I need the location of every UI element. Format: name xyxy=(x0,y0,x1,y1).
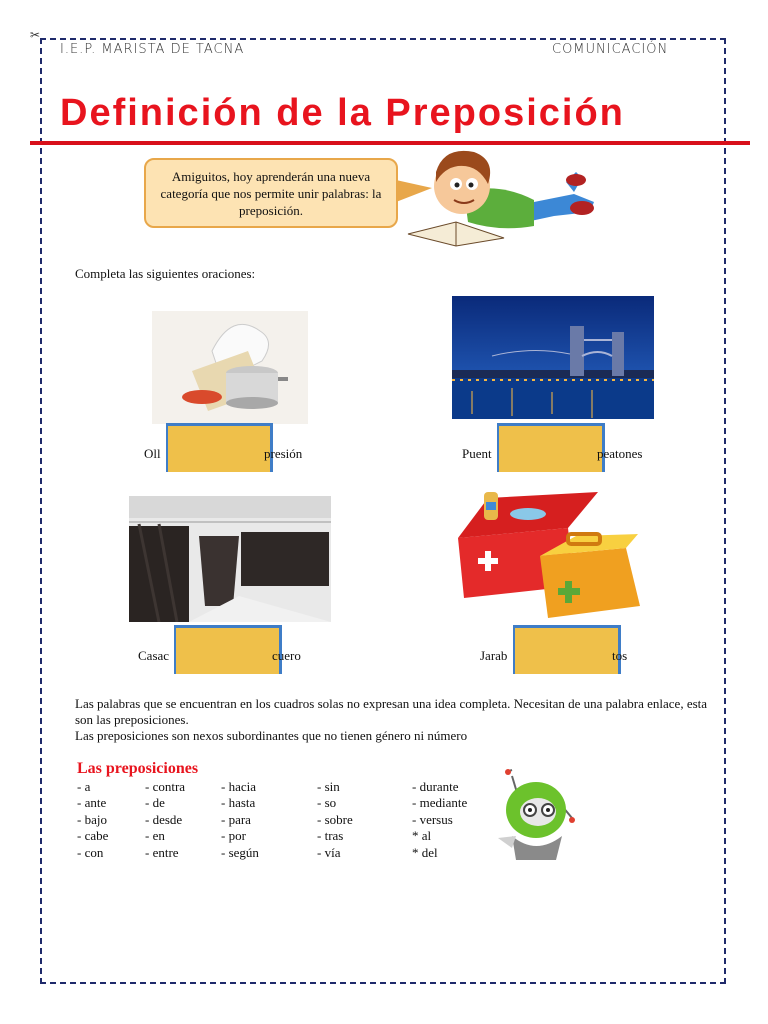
answer-box-3[interactable] xyxy=(174,625,282,674)
title-divider xyxy=(30,141,750,145)
answer-box-4[interactable] xyxy=(513,625,621,674)
prep-column-4 xyxy=(317,779,353,861)
prep-item: - durante xyxy=(412,779,459,794)
prep-item: - según xyxy=(221,844,259,860)
explanation-line-1: Las palabras que se encuentran en los cuadros solas no expresan una idea completa. Necesitan de una palabra enlace, esta son las preposiciones. xyxy=(75,696,708,727)
exercise-1-left: Oll xyxy=(144,446,161,461)
prep-column-5 xyxy=(412,779,467,861)
prep-item: - vía xyxy=(317,844,341,860)
exercise-2-left: Puent xyxy=(462,446,492,461)
prep-item: - en xyxy=(145,828,165,844)
answer-box-2[interactable] xyxy=(497,423,605,472)
prep-item: - bajo xyxy=(77,811,107,827)
speech-bubble: Amiguitos, hoy aprenderán una nueva categoría que nos permite unir palabras: la preposición. xyxy=(144,158,398,228)
answer-box-1[interactable] xyxy=(166,423,273,472)
prep-item: - cabe xyxy=(77,828,109,844)
explanation-line-2: Las preposiciones son nexos subordinantes que no tienen género ni número xyxy=(75,728,468,743)
prepositions-heading: Las preposiciones xyxy=(77,760,199,777)
instruction-text: Completa las siguientes oraciones: xyxy=(75,266,256,281)
boy-reading-illustration xyxy=(404,142,604,248)
exercise-1-right: presión xyxy=(264,446,303,461)
exercise-4-left: Jarab xyxy=(480,648,508,663)
prep-item: - sin xyxy=(317,779,340,794)
exercise-4-right: tos xyxy=(612,648,628,663)
prep-item: - tras xyxy=(317,828,344,844)
prep-item: - desde xyxy=(145,811,183,827)
exercise-3-left: Casac xyxy=(138,648,170,663)
scissors-icon: ✂ xyxy=(30,28,41,42)
prep-item: - para xyxy=(221,811,251,827)
prep-column-1 xyxy=(77,779,108,861)
prep-item: - ante xyxy=(77,795,107,811)
subject-name: COMUNICACIÓN xyxy=(552,42,669,57)
prep-item: - versus xyxy=(412,811,453,827)
prep-item: - mediante xyxy=(412,795,468,811)
prep-item: - hasta xyxy=(221,795,256,811)
pressure-cooker-image xyxy=(152,311,308,424)
exercise-3-right: cuero xyxy=(272,648,301,663)
tower-bridge-image xyxy=(452,296,654,419)
first-aid-kit-image xyxy=(448,488,644,624)
page-title: Definición de la Preposición xyxy=(60,92,625,134)
prep-item: - contra xyxy=(145,779,186,794)
prep-item: - a xyxy=(77,779,91,794)
exercise-2-right: peatones xyxy=(597,446,643,461)
prep-item: - entre xyxy=(145,844,179,860)
prep-item: - so xyxy=(317,795,337,811)
prep-column-3 xyxy=(221,779,259,861)
prep-item: * del xyxy=(412,844,438,860)
robot-illustration xyxy=(492,766,576,862)
prep-item: - sobre xyxy=(317,811,353,827)
prep-column-2 xyxy=(145,779,185,861)
prep-item: - con xyxy=(77,844,104,860)
prep-item: - por xyxy=(221,828,246,844)
prep-item: - hacia xyxy=(221,779,257,794)
leather-jackets-image xyxy=(129,496,331,622)
prep-item: * al xyxy=(412,828,432,844)
explanation-paragraph xyxy=(75,696,723,744)
school-name: I.E.P. MARISTA DE TACNA xyxy=(60,42,245,57)
prep-item: - de xyxy=(145,795,165,811)
